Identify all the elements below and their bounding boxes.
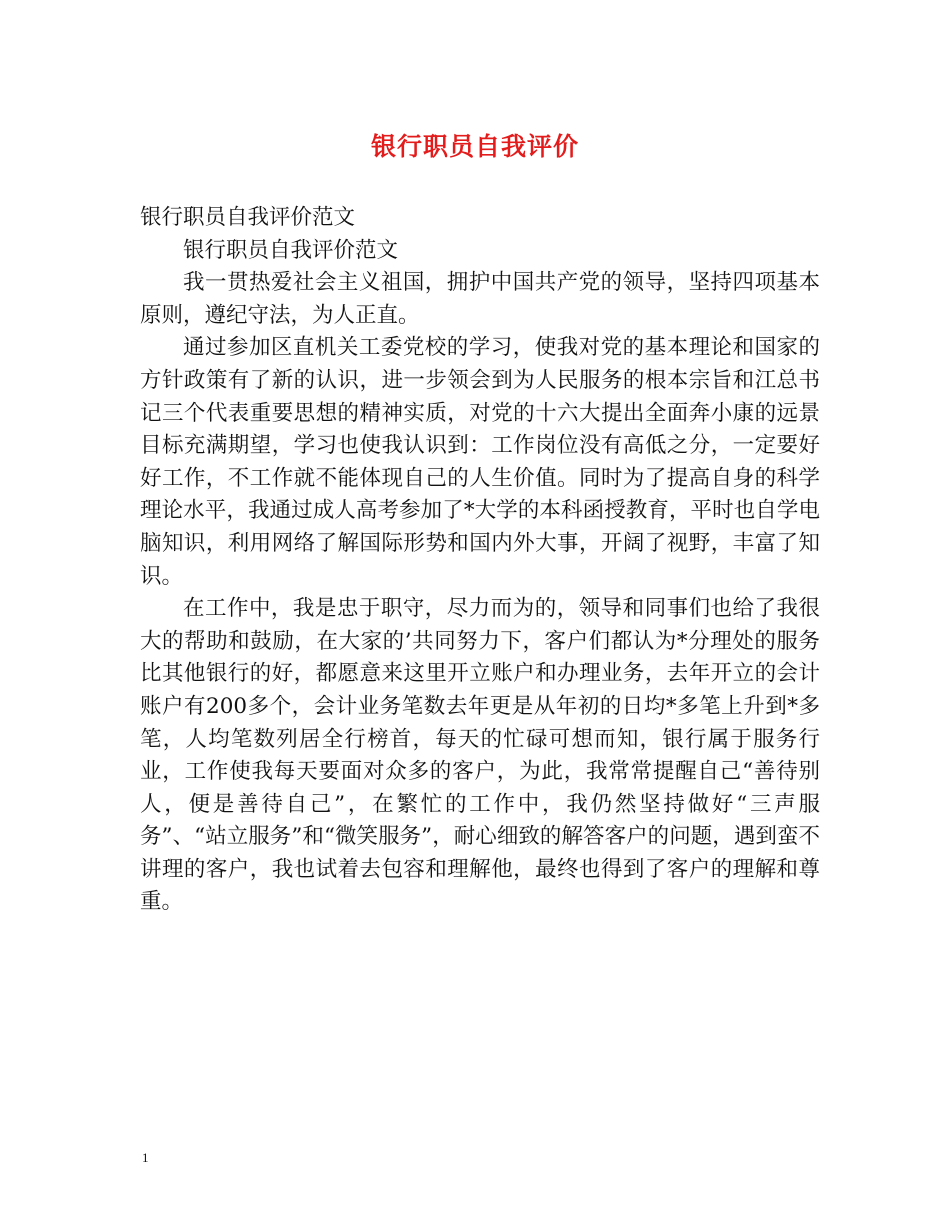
paragraph-2: 通过参加区直机关工委党校的学习，使我对党的基本理论和国家的方针政策有了新的认识，进一步领会到为人民服务的根本宗旨和江总书记三个代表重要思想的精神实质，对党的十六大提出全面奔小康的远景目标充满期望，学习也使我认识到：工作岗位没有高低之分，一定要好好工作，不工作就不能体现自己的人生价值。同时为了提高自身的科学理论水平，我通过成人高考参加了*大学的本科函授教育，平时也自学电脑知识，利用网络了解国际形势和国内外大事，开阔了视野，丰富了知识。 bbox=[140, 335, 820, 589]
paragraph-3: 在工作中，我是忠于职守，尽力而为的，领导和同事们也给了我很大的帮助和鼓励，在大家的’共同努力下，客户们都认为*分理处的服务比其他银行的好，都愿意来这里开立账户和办理业务，去年开立的会计账户有200多个，会计业务笔数去年更是从年初的日均*多笔上升到*多笔，人均笔数列居全行榜首，每天的忙碌可想而知，银行属于服务行业，工作使我每天要面对众多的客户，为此，我常常提醒自己“善待别人，便是善待自己”，在繁忙的工作中，我仍然坚持做好“三声服务”、“站立服务”和“微笑服务”，耐心细致的解答客户的问题，遇到蛮不讲理的客户，我也试着去包容和理解他，最终也得到了客户的理解和尊重。 bbox=[140, 596, 820, 915]
document-title: 银行职员自我评价 bbox=[370, 132, 579, 161]
page-number: 1 bbox=[142, 1150, 149, 1165]
paragraph-subheading: 银行职员自我评价范文 bbox=[183, 237, 399, 263]
document-body bbox=[140, 202, 820, 919]
paragraph-1: 我一贯热爱社会主义祖国，拥护中国共产党的领导，坚持四项基本原则，遵纪守法，为人正直。 bbox=[140, 270, 820, 328]
paragraph-heading: 银行职员自我评价范文 bbox=[140, 205, 356, 230]
